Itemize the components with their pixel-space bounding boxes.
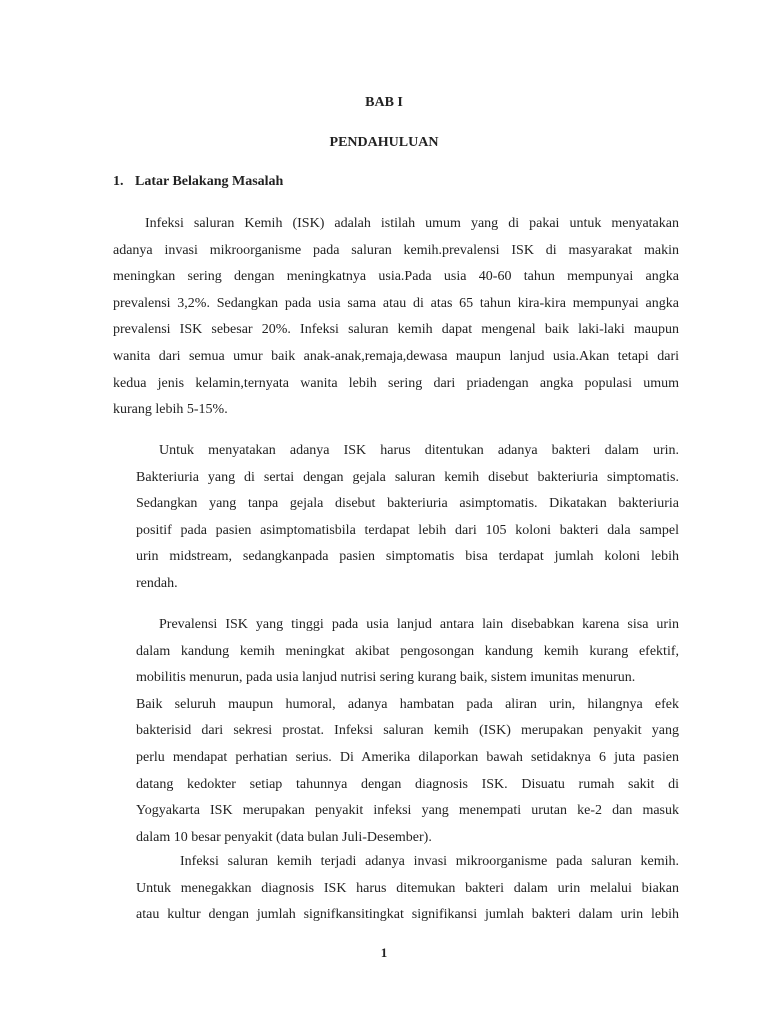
paragraph-line: atau kultur dengan jumlah signifkansitingkat signifikansi jumlah bakteri dalam urin lebih [136, 907, 679, 923]
paragraph-line: Bakteriuria yang di sertai dengan gejala saluran kemih disebut bakteriuria simptomatis. [136, 469, 679, 485]
paragraph-1 [113, 211, 679, 424]
page-number: 1 [380, 945, 388, 960]
paragraph-2 [136, 438, 679, 598]
paragraph-line: rendah. [136, 575, 178, 591]
paragraph-line: prevalensi 3,2%. Sedangkan pada usia sama atau di atas 65 tahun kira-kira mempunyai angka [113, 295, 679, 311]
paragraph-line: wanita dari semua umur baik anak-anak,remaja,dewasa maupun lanjud usia.Akan tetapi dari [113, 348, 679, 364]
paragraph-line: mobilitis menurun, pada usia lanjud nutrisi sering kurang baik, sistem imunitas menurun. [136, 670, 636, 686]
paragraph-line: dalam kandung kemih meningkat akibat pengosongan kandung kemih kurang efektif, [136, 643, 679, 659]
paragraph-line: Sedangkan yang tanpa gejala disebut bakteriuria asimptomatis. Dikatakan bakteriuria [136, 496, 679, 512]
paragraph-line: adanya invasi mikroorganisme pada saluran kemih.prevalensi ISK di masyarakat makin [113, 242, 679, 258]
paragraph-line: meningkan sering dengan meningkatnya usia.Pada usia 40-60 tahun mempunyai angka [113, 269, 679, 285]
paragraph-line: kedua jenis kelamin,ternyata wanita lebih sering dari priadengan angka populasi umum [113, 375, 679, 391]
section-number: 1. [113, 174, 124, 189]
paragraph-line: datang kedokter setiap tahunnya dengan diagnosis ISK. Disuatu rumah sakit di [136, 776, 679, 792]
paragraph-line: positif pada pasien asimptomatisbila terdapat lebih dari 105 koloni bakteri dala sampel [136, 522, 679, 538]
paragraph-line: Baik seluruh maupun humoral, adanya hambatan pada aliran urin, hilangnya efek [136, 696, 679, 712]
paragraph-3 [136, 612, 679, 851]
paragraph-4 [136, 849, 679, 929]
paragraph-line: Untuk menyatakan adanya ISK harus ditentukan adanya bakteri dalam urin. [159, 443, 679, 458]
chapter-label: BAB I [365, 95, 403, 110]
paragraph-line: bakterisid dari sekresi prostat. Infeksi saluran kemih (ISK) merupakan penyakit yang [136, 723, 679, 739]
paragraph-line: dalam 10 besar penyakit (data bulan Juli-Desember). [136, 829, 432, 845]
paragraph-line: prevalensi ISK sebesar 20%. Infeksi saluran kemih dapat mengenal baik laki-laki maupun [113, 322, 679, 338]
paragraph-line: Infeksi saluran kemih terjadi adanya invasi mikroorganisme pada saluran kemih. [180, 854, 679, 869]
section-title: Latar Belakang Masalah [135, 174, 284, 189]
paragraph-line: urin midstream, sedangkanpada pasien simptomatis bisa terdapat jumlah koloni lebih [136, 549, 679, 565]
paragraph-line: perlu mendapat perhatian serius. Di Amerika dilaporkan bawah setidaknya 6 juta pasien [136, 749, 679, 765]
paragraph-line: Infeksi saluran Kemih (ISK) adalah istilah umum yang di pakai untuk menyatakan [145, 216, 679, 231]
paragraph-line: kurang lebih 5-15%. [113, 402, 228, 418]
paragraph-line: Yogyakarta ISK merupakan penyakit infeksi yang menempati urutan ke-2 dan masuk [136, 803, 679, 819]
paragraph-line: Prevalensi ISK yang tinggi pada usia lanjud antara lain disebabkan karena sisa urin [159, 617, 679, 632]
paragraph-line: Untuk menegakkan diagnosis ISK harus ditemukan bakteri dalam urin melalui biakan [136, 880, 679, 896]
section-heading [113, 172, 283, 192]
chapter-title: PENDAHULUAN [329, 135, 439, 150]
